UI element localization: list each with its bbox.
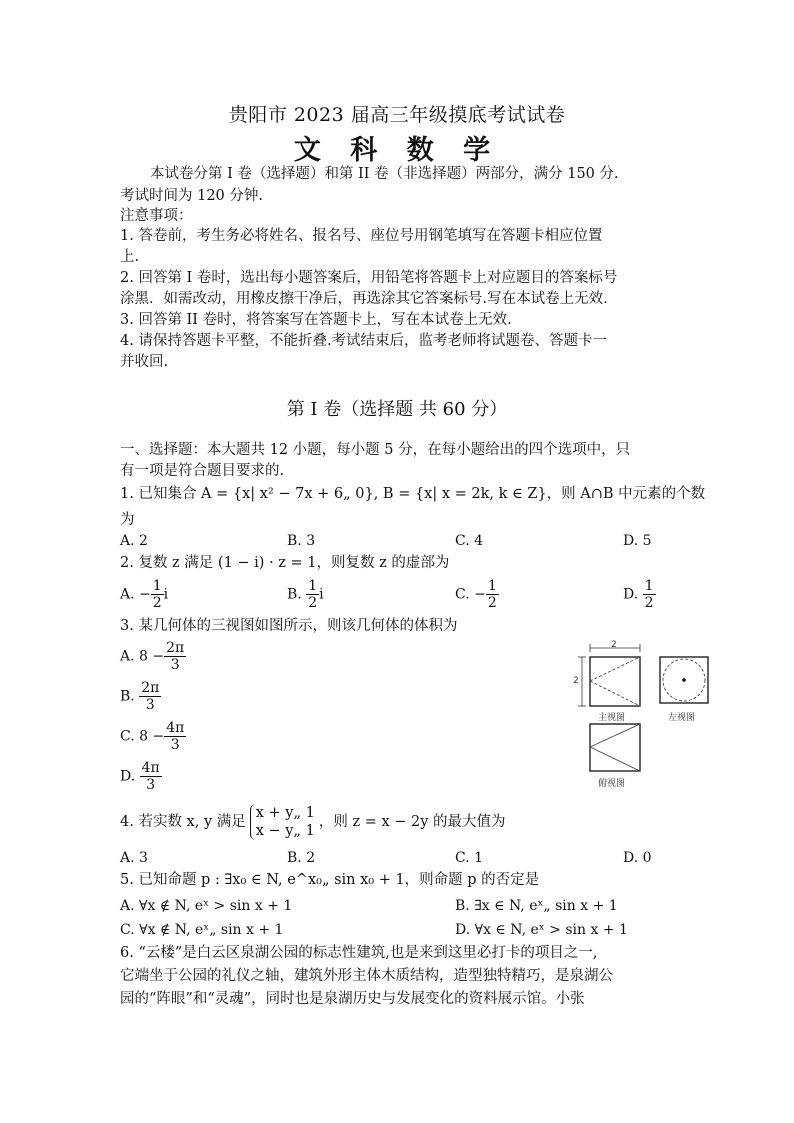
q3-option-b: B. $\frac{2\pi}{3}$	[120, 680, 160, 713]
q6-line-3: 园的“阵眼”和“灵魂”，同时也是泉湖历史与发展变化的资料展示馆。小张	[120, 991, 585, 1007]
dim-label-left: 2	[573, 676, 579, 686]
instruction-a: 一、选择题：本大题共 12 小题，每小题 5 分，在每小题给出的四个选项中，只	[120, 442, 631, 458]
section-title: 第 I 卷（选择题 共 60 分）	[286, 399, 508, 420]
q5-stem: 5. 已知命题 p : ∃x₀ ∈ N, e^x₀„ sin x₀ + 1，则命题 p 的否定是	[120, 872, 540, 888]
note-4b: 并收回.	[120, 354, 169, 370]
q3-option-c: C. 8 − $\frac{4\pi}{3}$	[120, 720, 185, 753]
dim-label-top: 2	[611, 640, 617, 650]
note-1a: 1. 答卷前，考生务必将姓名、报名号、座位号用钢笔填写在答题卡相应位置	[120, 228, 603, 244]
q4-option-d: D. 0	[623, 850, 652, 866]
q1-stem-b: 为	[120, 512, 135, 528]
q1-stem-a: 1. 已知集合 A = {x| x² − 7x + 6„ 0}, B = {x| x = 2k, k ∈ Z}，则 A∩B 中元素的个数	[120, 486, 706, 502]
q6-line-1: 6. “云楼”是白云区泉湖公园的标志性建筑,也是来到这里必打卡的项目之一,	[120, 945, 598, 961]
q5-option-a: A. ∀x ∉ N, eˣ > sin x + 1	[120, 898, 293, 914]
subject-title: 文 科 数 学	[293, 135, 501, 166]
q1-option-b: B. 3	[287, 533, 316, 549]
q4-option-c: C. 1	[455, 850, 484, 866]
q4-stem: 4. 若实数 x, y 满足 x + y„ 1 x − y„ 1 ，则 z = x − 2y 的最大值为	[120, 805, 506, 839]
q2-option-c: C. − $\frac{1}{2}$	[455, 578, 497, 611]
note-1b: 上.	[120, 249, 140, 265]
notes-title: 注意事项：	[120, 208, 193, 224]
note-2b: 涂黑．如需改动，用橡皮擦干净后，再选涂其它答案标号.写在本试卷上无效.	[120, 291, 608, 307]
intro-line-1: 本试卷分第 I 卷（选择题）和第 II 卷（非选择题）两部分，满分 150 分.	[150, 166, 619, 182]
intro-line-2: 考试时间为 120 分钟.	[120, 188, 264, 204]
q3-option-a: A. 8 − $\frac{2\pi}{3}$	[120, 640, 185, 673]
q4-option-b: B. 2	[287, 850, 316, 866]
q4-option-a: A. 3	[120, 850, 148, 866]
q1-option-d: D. 5	[623, 533, 652, 549]
q2-option-d: D. $\frac{1}{2}$	[623, 578, 654, 611]
left-view-label: 左视图	[668, 713, 696, 723]
q1-option-a: A. 2	[120, 533, 148, 549]
q1-option-c: C. 4	[455, 533, 484, 549]
front-view-label: 主视图	[598, 713, 626, 723]
exam-title: 贵阳市 2023 届高三年级摸底考试试卷	[228, 104, 566, 126]
note-2a: 2. 回答第 I 卷时，选出每小题答案后，用铅笔将答题卡上对应题目的答案标号	[120, 270, 618, 286]
q6-line-2: 它端坐于公园的礼仪之轴，建筑外形主体木质结构，造型独特精巧，是泉湖公	[120, 968, 613, 984]
q5-option-c: C. ∀x ∉ N, eˣ„ sin x + 1	[120, 922, 284, 938]
q5-option-b: B. ∃x ∈ N, eˣ„ sin x + 1	[455, 898, 618, 914]
q5-option-d: D. ∀x ∈ N, eˣ > sin x + 1	[455, 922, 628, 938]
note-4a: 4. 请保持答题卡平整，不能折叠.考试结束后，监考老师将试题卷、答题卡一	[120, 333, 608, 349]
q3-option-d: D. $\frac{4\pi}{3}$	[120, 760, 160, 793]
note-3: 3. 回答第 II 卷时，将答案写在答题卡上，写在本试卷上无效.	[120, 312, 512, 328]
q3-stem: 3. 某几何体的三视图如图所示，则该几何体的体积为	[120, 618, 458, 634]
q2-stem: 2. 复数 z 满足 (1 − i) · z = 1，则复数 z 的虚部为	[120, 555, 450, 571]
q2-option-b: B. $\frac{1}{2}$ i	[287, 578, 324, 611]
q2-option-a: A. − $\frac{1}{2}$ i	[120, 578, 169, 611]
instruction-b: 有一项是符合题目要求的.	[120, 463, 285, 479]
three-view-figure	[572, 640, 712, 790]
top-view-label: 俯视图	[598, 779, 626, 789]
constraint-system: x + y„ 1 x − y„ 1	[250, 804, 315, 840]
